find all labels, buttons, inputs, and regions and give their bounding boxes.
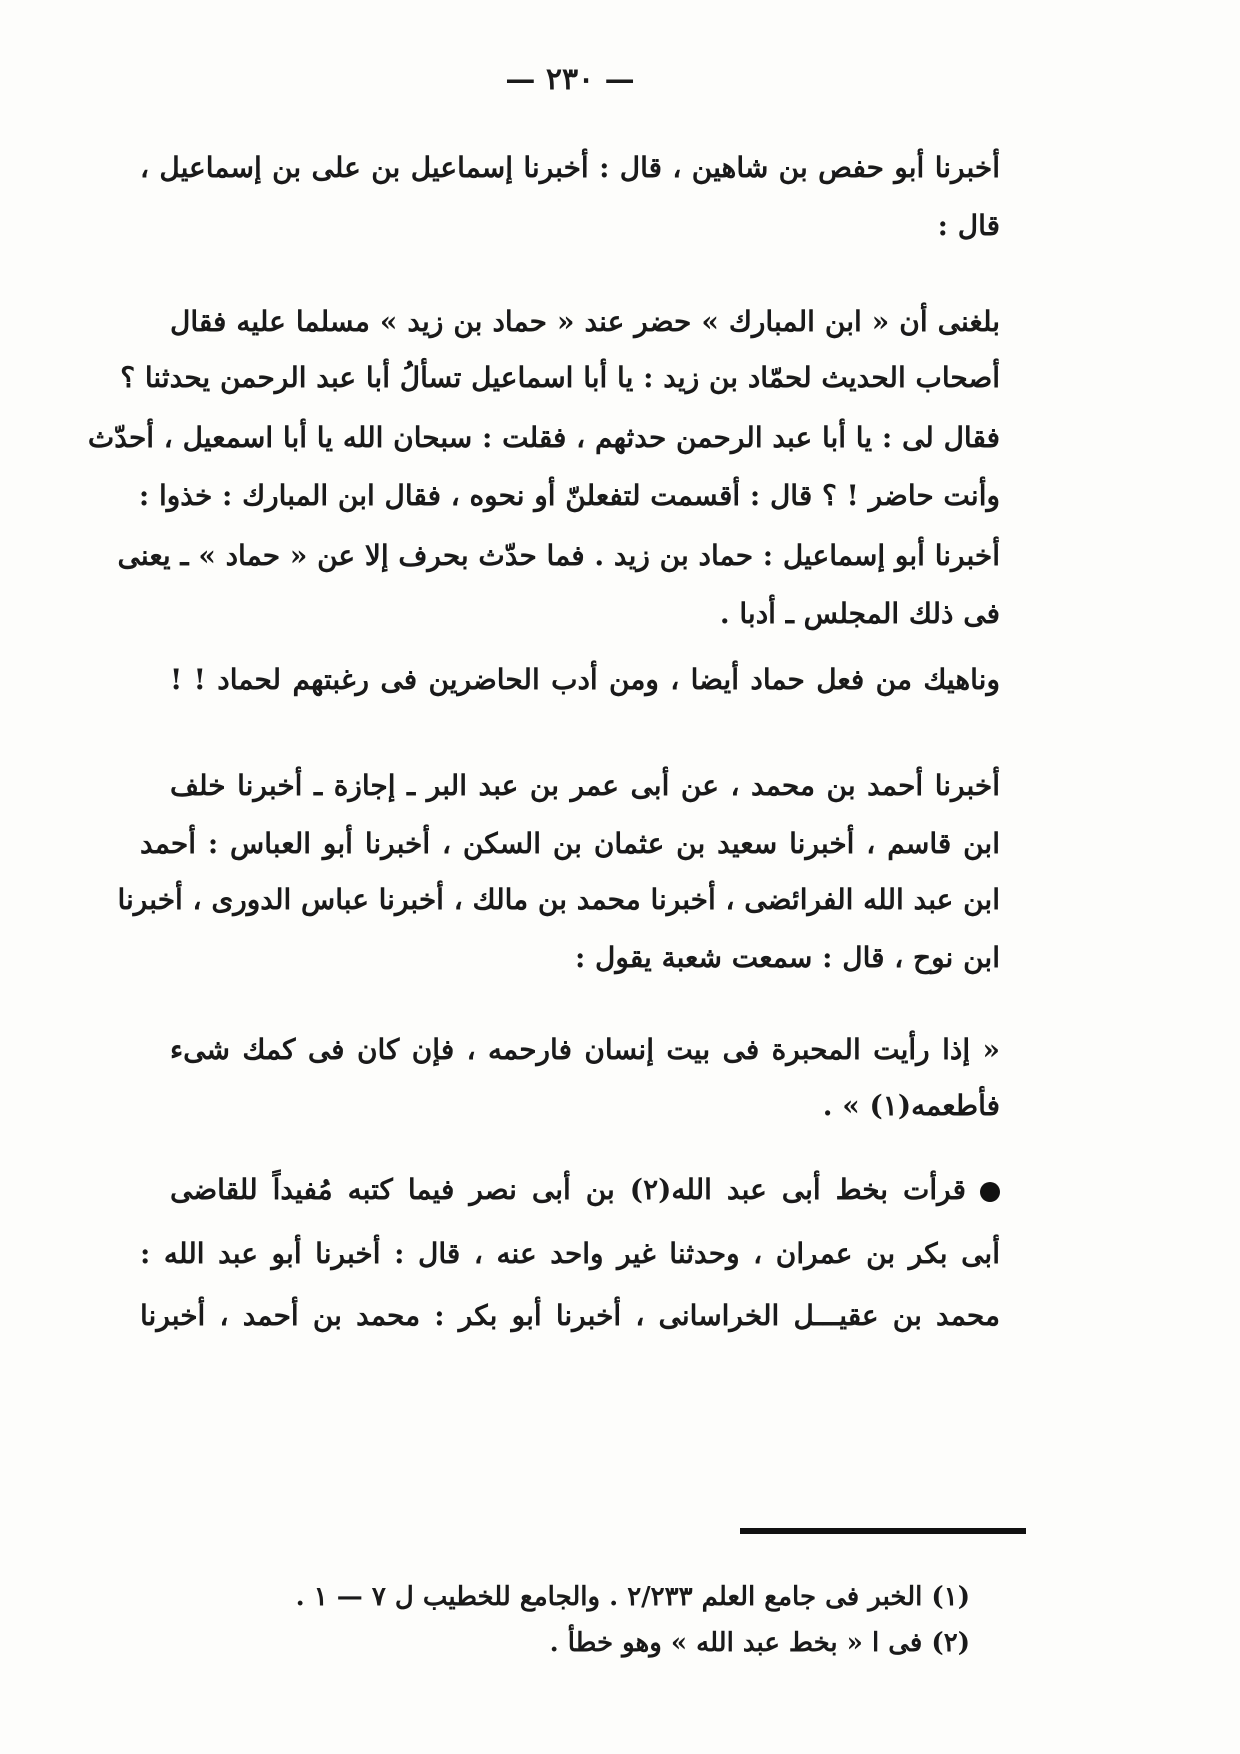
text-line: ابن قاسم ، أخبرنا سعيد بن عثمان بن السكن ، أخبرنا أبو العباس : أحمد: [140, 827, 1000, 860]
text-line: أصحاب الحديث لحمّاد بن زيد : يا أبا اسماعيل تسألُ أبا عبد الرحمن يحدثنا ؟: [120, 361, 1000, 394]
text-line: أخبرنا أحمد بن محمد ، عن أبى عمر بن عبد البر ـ إجازة ـ أخبرنا خلف: [170, 769, 1001, 802]
text-line: أبى بكر بن عمران ، وحدثنا غير واحد عنه ، قال : أخبرنا أبو عبد الله :: [140, 1237, 1000, 1270]
text-line: أخبرنا أبو حفص بن شاهين ، قال : أخبرنا إسماعيل بن على بن إسماعيل ،: [140, 151, 1001, 184]
text-line: محمد بن عقيـــل الخراسانى ، أخبرنا أبو بكر : محمد بن أحمد ، أخبرنا: [140, 1299, 1000, 1332]
text-line: ابن نوح ، قال : سمعت شعبة يقول :: [574, 941, 1000, 974]
text-line: ابن عبد الله الفرائضى ، أخبرنا محمد بن مالك ، أخبرنا عباس الدورى ، أخبرنا: [117, 883, 1000, 916]
bullet-icon: [980, 1182, 1000, 1202]
text-line: فقال لى : يا أبا عبد الرحمن حدثهم ، فقلت : سبحان الله يا أبا اسمعيل ، أحدّث: [87, 421, 1000, 454]
footnote-separator: [740, 1528, 1026, 1534]
bulleted-line: [170, 1170, 1000, 1210]
text-line: بلغنى أن « ابن المبارك » حضر عند « حماد بن زيد » مسلما عليه فقال: [170, 305, 1000, 338]
footnote-1: (١) الخبر فى جامع العلم ٢/٢٣٣ . والجامع للخطيب ل ٧ — ١ .: [295, 1582, 970, 1612]
page-number: — ٢٣٠ —: [505, 62, 635, 97]
text-line: قرأت بخط أبى عبد الله(٢) بن أبى نصر فيما كتبه مُفيداً للقاضى: [170, 1173, 967, 1206]
footnote-2: (٢) فى ا « بخط عبد الله » وهو خطأ .: [549, 1628, 970, 1658]
quote-line: « إذا رأيت المحبرة فى بيت إنسان فارحمه ، فإن كان فى كمك شىء: [170, 1033, 1000, 1066]
text-line: أخبرنا أبو إسماعيل : حماد بن زيد . فما حدّث بحرف إلا عن « حماد » ـ يعنى: [117, 539, 1000, 572]
quote-line: فأطعمه(١) » .: [822, 1089, 1000, 1122]
text-line: وأنت حاضر ! ؟ قال : أقسمت لتفعلنّ أو نحوه ، فقال ابن المبارك : خذوا :: [138, 479, 1000, 512]
text-line: فى ذلك المجلس ـ أدبا .: [719, 597, 1000, 630]
text-line: وناهيك من فعل حماد أيضا ، ومن أدب الحاضرين فى رغبتهم لحماد ! !: [170, 663, 1000, 696]
text-line: قال :: [937, 209, 1000, 242]
